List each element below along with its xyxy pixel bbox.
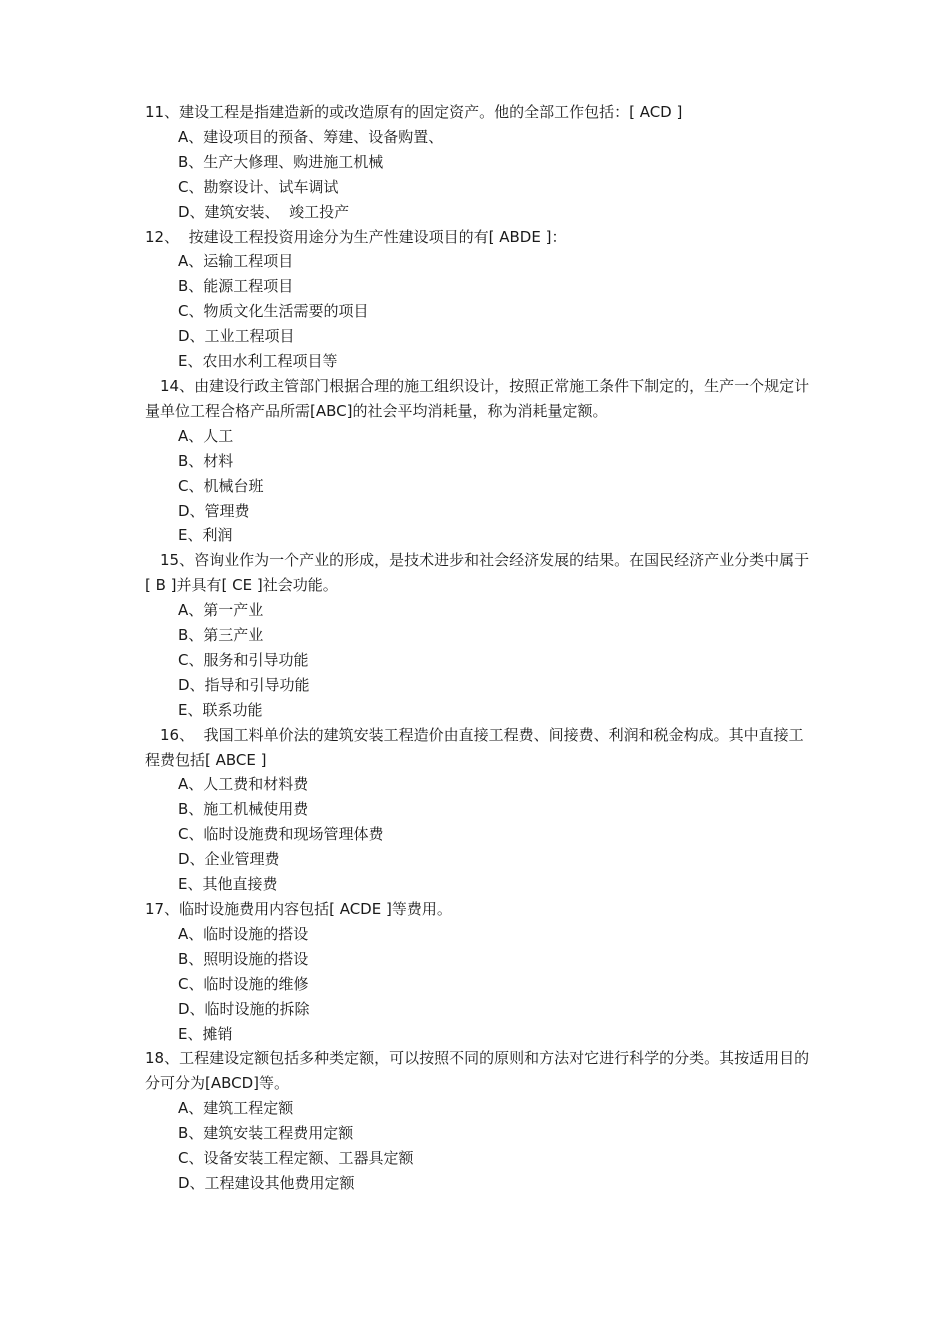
question-15 [145, 548, 810, 722]
option-a: A、第一产业 [178, 601, 264, 620]
option-e: E、利润 [178, 526, 233, 545]
option-e: E、摊销 [178, 1024, 233, 1043]
option-a: A、人工 [178, 426, 234, 445]
option-c: C、勘察设计、试车调试 [178, 177, 339, 196]
option-c: C、临时设施费和现场管理体费 [178, 825, 384, 844]
option-b: B、第三产业 [178, 626, 264, 645]
question-14 [145, 374, 810, 548]
question-stem: 14、由建设行政主管部门根据合理的施工组织设计，按照正常施工条件下制定的，生产一个规定计量单位工程合格产品所需[ABC]的社会平均消耗量，称为消耗量定额。 [145, 376, 810, 420]
option-e: E、联系功能 [178, 700, 263, 719]
question-stem: 11、建设工程是指建造新的或改造原有的固定资产。他的全部工作包括：[ ACD ] [145, 103, 683, 121]
question-stem: 17、临时设施费用内容包括[ ACDE ]等费用。 [145, 900, 452, 918]
question-stem: 16、 我国工料单价法的建筑安装工程造价由直接工程费、间接费、利润和税金构成。其中直接工程费包括[ ABCE ] [145, 725, 804, 769]
option-c: C、机械台班 [178, 476, 264, 495]
option-b: B、材料 [178, 451, 234, 470]
option-c: C、物质文化生活需要的项目 [178, 302, 369, 321]
question-16 [145, 723, 810, 897]
option-a: A、人工费和材料费 [178, 775, 309, 794]
option-d: D、企业管理费 [178, 850, 280, 869]
question-stem: 12、 按建设工程投资用途分为生产性建设项目的有[ ABDE ]： [145, 227, 567, 246]
option-d: D、工程建设其他费用定额 [178, 1173, 355, 1192]
option-c: C、设备安装工程定额、工器具定额 [178, 1149, 414, 1168]
option-b: B、施工机械使用费 [178, 800, 309, 819]
option-c: C、临时设施的维修 [178, 974, 309, 993]
question-stem: 18、工程建设定额包括多种类定额，可以按照不同的原则和方法对它进行科学的分类。其按适用目的分可分为[ABCD]等。 [145, 1049, 810, 1093]
option-b: B、建筑安装工程费用定额 [178, 1124, 354, 1143]
option-b: B、照明设施的搭设 [178, 949, 309, 968]
option-e: E、其他直接费 [178, 875, 278, 894]
option-b: B、生产大修理、购进施工机械 [178, 152, 384, 171]
question-11 [145, 100, 810, 225]
option-a: A、临时设施的搭设 [178, 924, 309, 943]
option-d: D、指导和引导功能 [178, 675, 310, 694]
option-e: E、农田水利工程项目等 [178, 352, 338, 371]
question-12 [145, 225, 810, 374]
question-18 [145, 1046, 810, 1195]
option-d: D、建筑安装、 竣工投产 [178, 202, 350, 221]
option-c: C、服务和引导功能 [178, 650, 309, 669]
option-a: A、建设项目的预备、筹建、设备购置、 [178, 127, 444, 146]
option-d: D、管理费 [178, 501, 250, 520]
question-17 [145, 897, 810, 1046]
question-stem: 15、咨询业作为一个产业的形成，是技术进步和社会经济发展的结果。在国民经济产业分类中属于[ B ]并具有[ CE ]社会功能。 [145, 551, 810, 595]
option-a: A、建筑工程定额 [178, 1099, 294, 1118]
question-list [145, 100, 810, 1196]
option-a: A、运输工程项目 [178, 252, 294, 271]
option-b: B、能源工程项目 [178, 277, 294, 296]
option-d: D、临时设施的拆除 [178, 999, 310, 1018]
option-d: D、工业工程项目 [178, 327, 295, 346]
